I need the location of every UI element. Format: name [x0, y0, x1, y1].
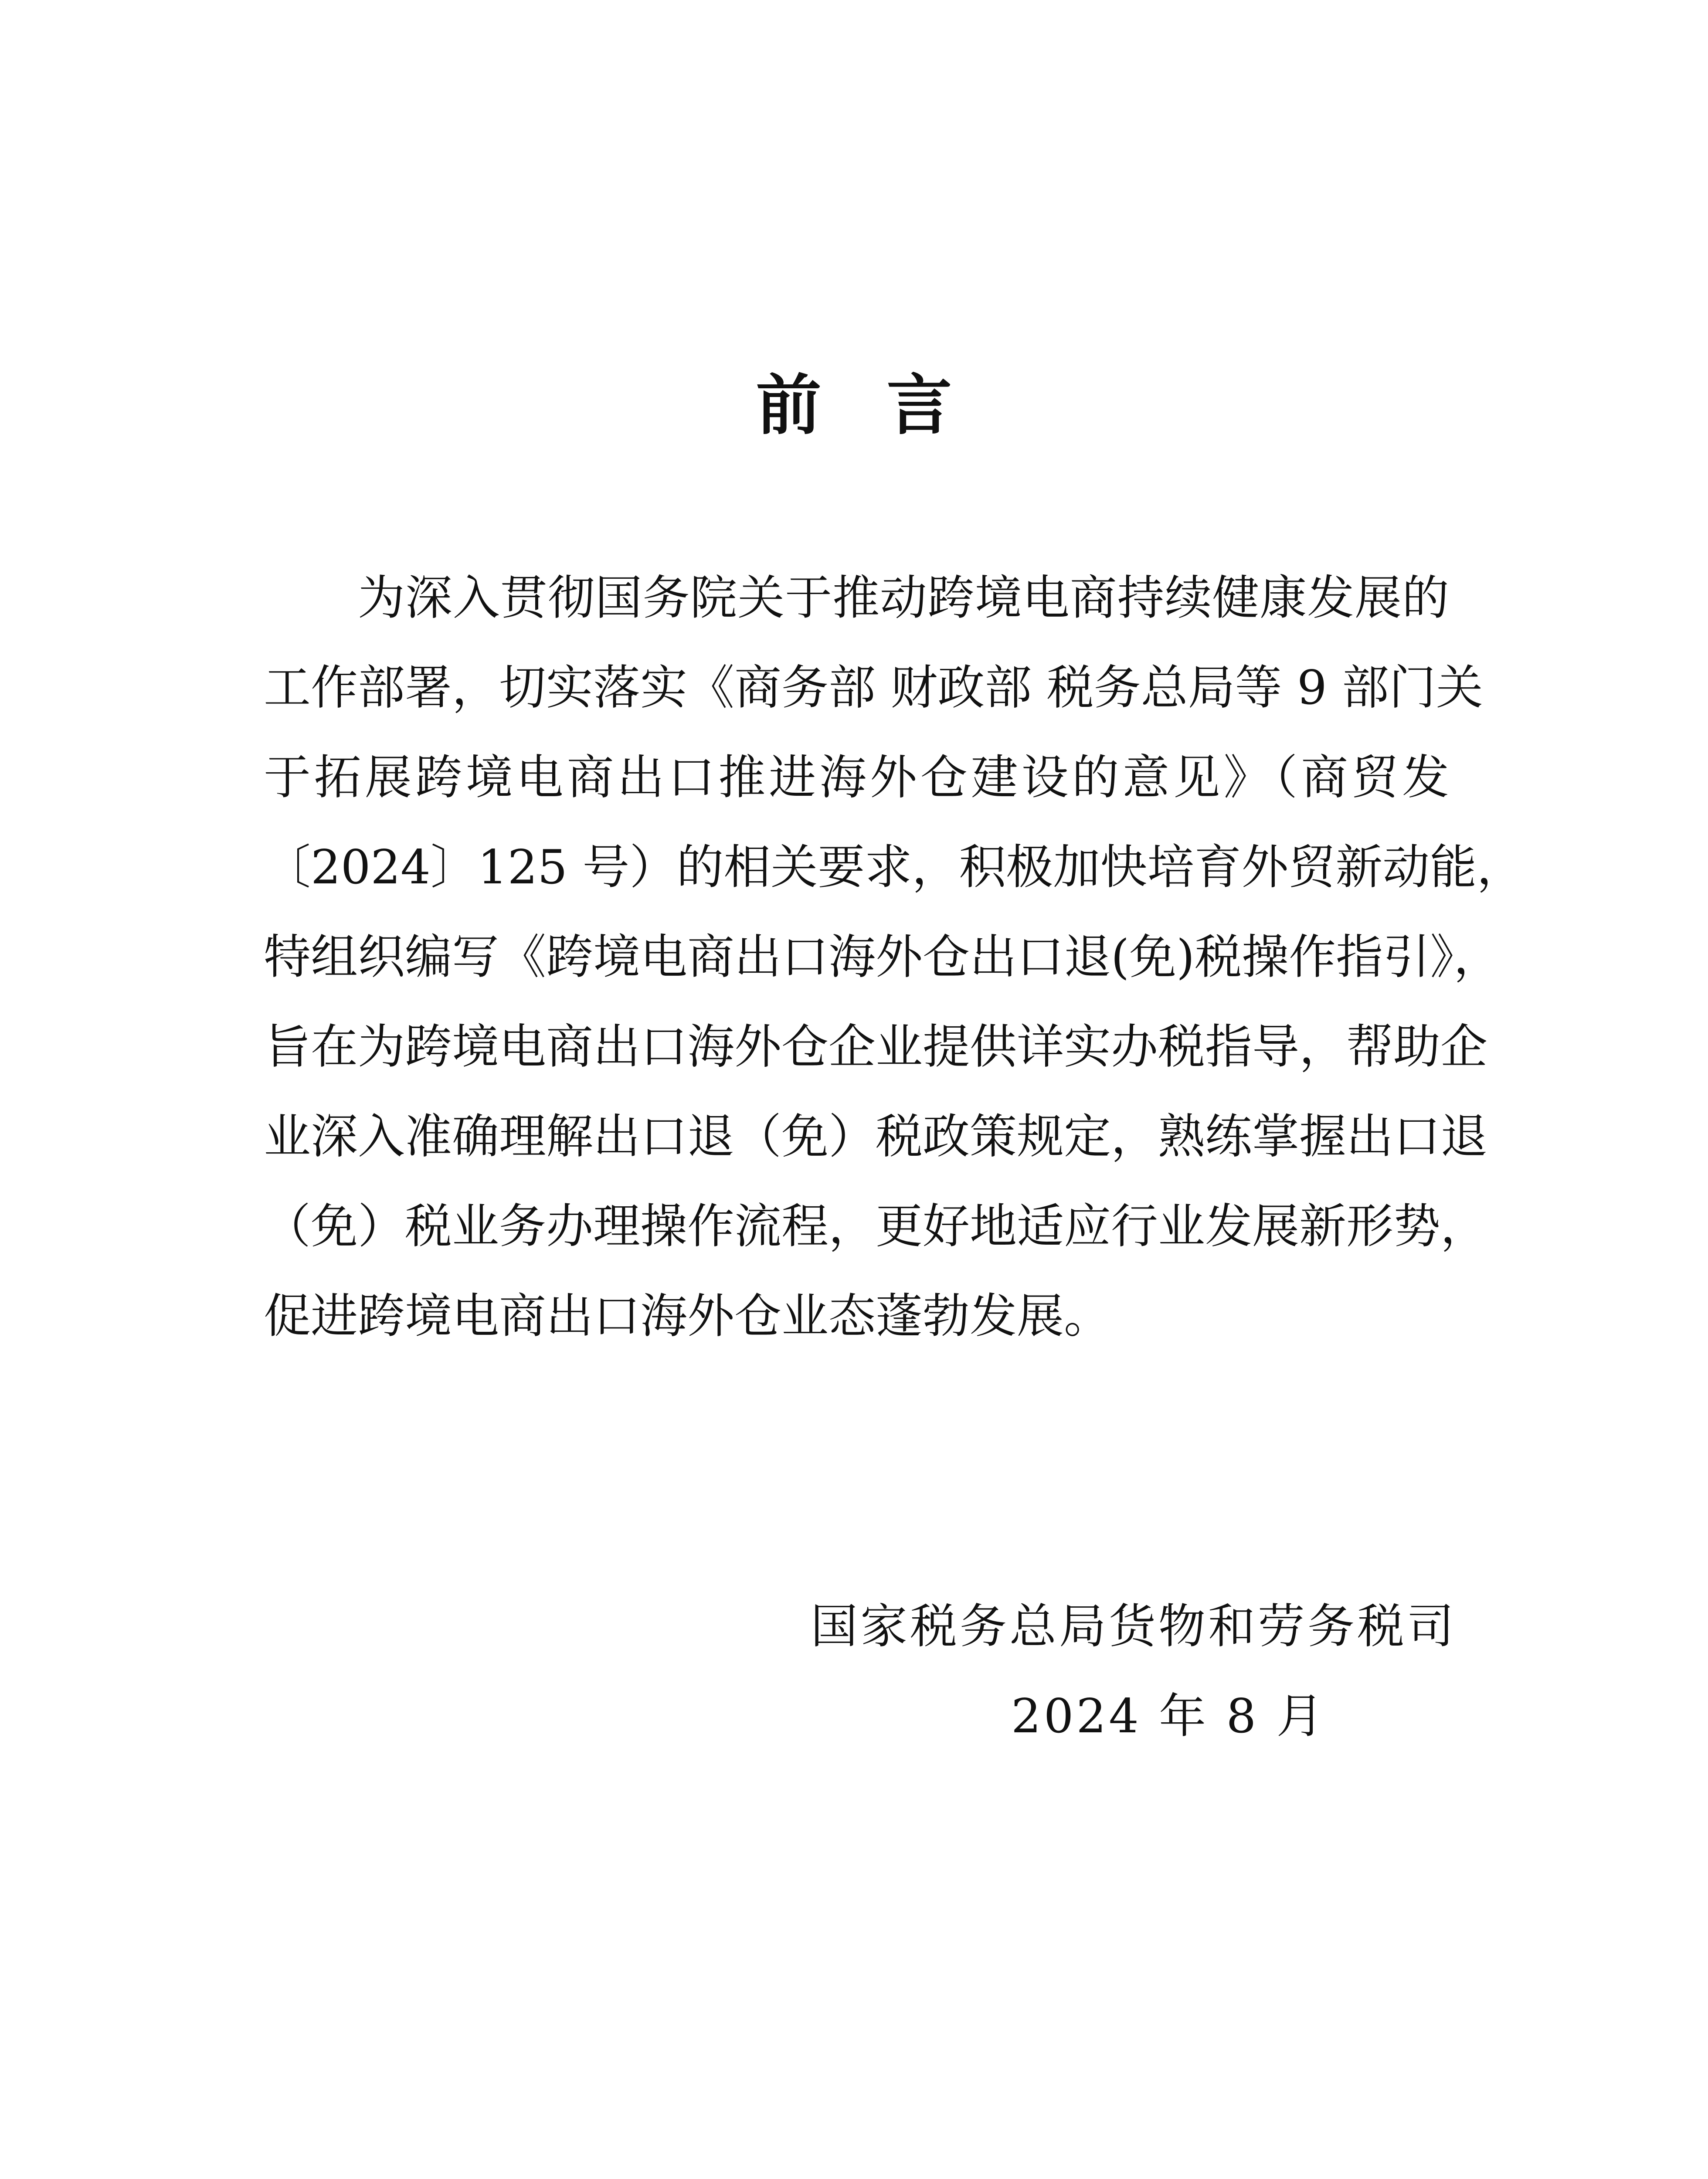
- paragraph-line: 旨在为跨境电商出口海外仓企业提供详实办税指导，帮助企: [264, 1020, 1488, 1074]
- paragraph-line: 于拓展跨境电商出口推进海外仓建设的意见》（商贸发: [264, 750, 1449, 805]
- signature-block: [811, 1582, 1457, 1762]
- paragraph-line: 业深入准确理解出口退（免）税政策规定，熟练掌握出口退: [264, 1110, 1488, 1164]
- signature-date: 2024 年 8 月: [1011, 1689, 1326, 1744]
- page-title: 前言: [756, 367, 1018, 444]
- paragraph-line: 工作部署，切实落实《商务部 财政部 税务总局等 9 部门关: [264, 661, 1484, 715]
- signature-organization: 国家税务总局货物和劳务税司: [811, 1599, 1457, 1654]
- paragraph-line: （免）税业务办理操作流程，更好地适应行业发展新形势，: [264, 1199, 1488, 1254]
- paragraph-line: 为深入贯彻国务院关于推动跨境电商持续健康发展的: [358, 571, 1449, 625]
- paragraph-line: 〔2024〕125 号）的相关要求，积极加快培育外贸新动能，: [264, 840, 1524, 895]
- preface-paragraph: [264, 553, 1524, 1361]
- paragraph-line: 促进跨境电商出口海外仓业态蓬勃发展。: [264, 1289, 1111, 1344]
- paragraph-line: 特组织编写《跨境电商出口海外仓出口退(免)税操作指引》，: [264, 930, 1501, 984]
